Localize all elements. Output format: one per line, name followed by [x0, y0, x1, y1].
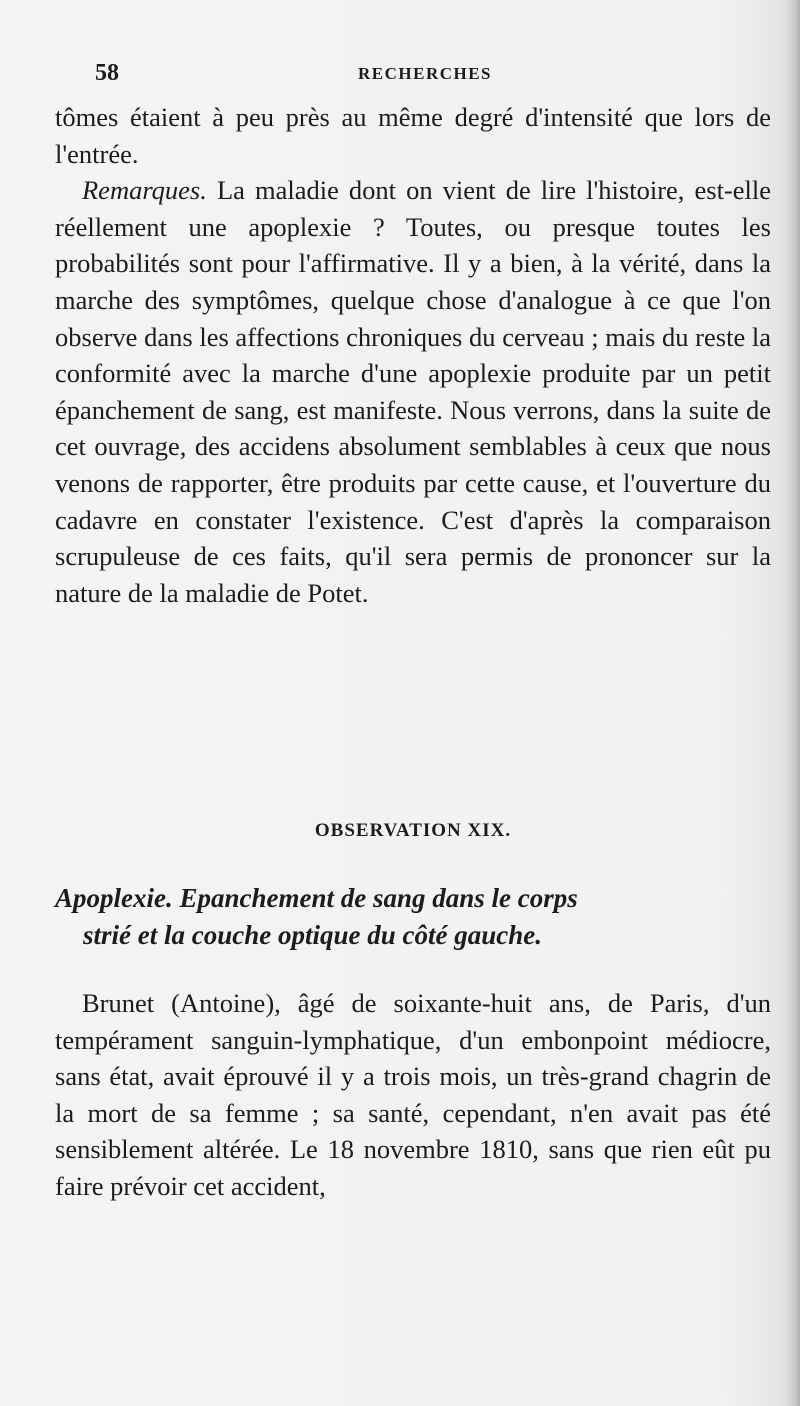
- page-header: [95, 60, 755, 94]
- page-number: 58: [95, 60, 119, 86]
- page-edge-shadow: [786, 0, 800, 1406]
- paragraph-continued: tômes étaient à peu près au même degré d'intensité que lors de l'entrée.: [55, 102, 771, 169]
- remarks-label: Remarques.: [82, 175, 207, 206]
- observation-title: [55, 880, 771, 954]
- main-text: [55, 99, 771, 611]
- observation-title-line-1: Apoplexie. Epanchement de sang dans le corps: [55, 883, 578, 913]
- remarks-text: La maladie dont on vient de lire l'histoire, est-elle réellement une apoplexie ? Toutes, ou presque toutes les probabilités sont pour l'affirmative. Il y a bien, à la vérité, dans la marche des symptômes, quelque chose d'analogue à ce que l'on observe dans les affections chroniques du cerveau ; mais du reste la conformité avec la marche d'une apoplexie produite par un petit épanchement de sang, est manifeste. Nous verrons, dans la suite de cet ouvrage, des accidens absolument semblables à ceux que nous venons de rapporter, être produits par cette cause, et l'ouverture du cadavre en constater l'existence. C'est d'après la comparaison scrupuleuse de ces faits, qu'il sera permis de prononcer sur la nature de la maladie de Potet.: [55, 175, 772, 608]
- remarks-paragraph: [55, 172, 771, 611]
- observation-paragraph: Brunet (Antoine), âgé de soixante-huit ans, de Paris, d'un tempérament sanguin-lymphatique, d'un embonpoint médiocre, sans état, avait éprouvé il y a trois mois, un très-grand chagrin de la mort de sa femme ; sa santé, cependant, n'en avait pas été sensiblement altérée. Le 18 novembre 1810, sans que rien eût pu faire prévoir cet accident,: [55, 988, 771, 1201]
- observation-body: [55, 985, 771, 1205]
- observation-title-line-2: strié et la couche optique du côté gauche.: [83, 920, 542, 950]
- observation-heading: OBSERVATION XIX.: [314, 820, 512, 841]
- running-head: RECHERCHES: [357, 64, 493, 83]
